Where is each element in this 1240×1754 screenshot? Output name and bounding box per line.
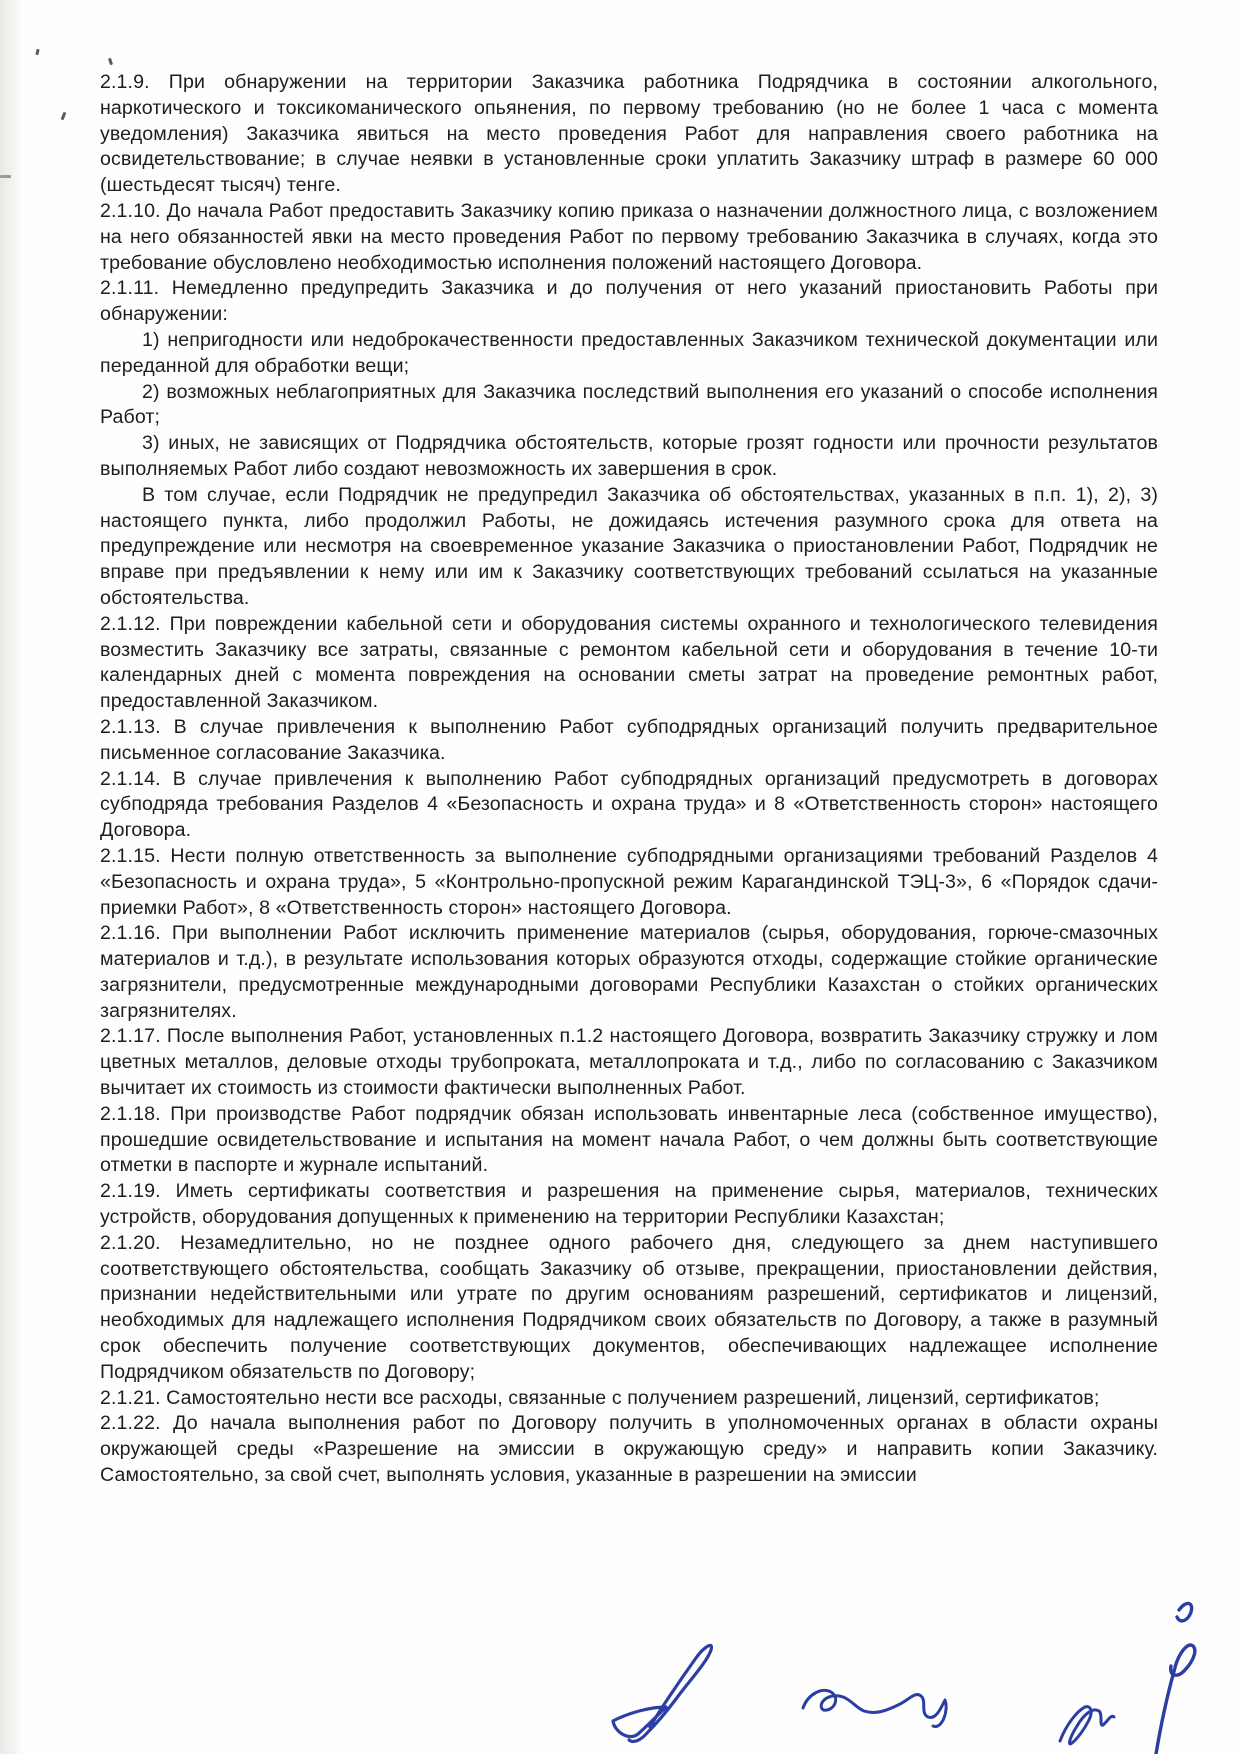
signature-middle xyxy=(803,1690,946,1726)
clause-2-1-11-note: В том случае, если Подрядчик не предупредил Заказчика об обстоятельствах, указанных в п.п. 1), 2), 3) настоящего пункта, либо продолжил Работы, не дожидаясь истечения разумного срока для ответа на предупреждение или несмотря на своевременное указание Заказчика о приостановлении Работ, Подрядчик не вправе при предъявлении к нему или им к Заказчику соответствующих требований ссылаться на указанные обстоятельства. xyxy=(100,483,1158,609)
clause-2-1-13: 2.1.13. В случае привлечения к выполнению Работ субподрядных организаций получить предварительное письменное согласование Заказчика. xyxy=(100,715,1158,764)
contract-text-block xyxy=(100,70,1158,1489)
scan-speck xyxy=(0,175,11,178)
clause-2-1-14: 2.1.14. В случае привлечения к выполнению Работ субподрядных организаций предусмотреть в договорах субподряда требования Разделов 4 «Безопасность и охрана труда» и 8 «Ответственность сторон» настоящего Договора. xyxy=(100,767,1158,842)
clause-2-1-12: 2.1.12. При повреждении кабельной сети и оборудования системы охранного и технологического телевидения возместить Заказчику все затраты, связанные с ремонтом кабельной сети и оборудования в течение 10-ти календарных дней с момента повреждения на основании сметы затрат на проведение ремонтных работ, предоставленной Заказчиком. xyxy=(100,612,1158,713)
clause-2-1-11-sub2: 2) возможных неблагоприятных для Заказчика последствий выполнения его указаний о способе исполнения Работ; xyxy=(100,380,1158,429)
clause-2-1-20: 2.1.20. Незамедлительно, но не позднее одного рабочего дня, следующего за днем наступившего соответствующего обстоятельства, сообщать Заказчику об отзыве, прекращении, приостановлении действия, признании недействительными или утрате по другим основаниям разрешений, сертификатов и лицензий, необходимых для надлежащего исполнения Подрядчиком своих обязательств по Договору, а также в разумный срок обеспечить получение соответствующих документов, обеспечивающих надлежащее исполнение Подрядчиком обязательств по Договору; xyxy=(100,1231,1158,1383)
signatures-layer xyxy=(500,1580,1240,1754)
signature-right-small xyxy=(1060,1707,1114,1744)
clause-2-1-22: 2.1.22. До начала выполнения работ по Договору получить в уполномоченных органах в области охраны окружающей среды «Разрешение на эмиссии в окружающую среду» и направить копии Заказчику. Самостоятельно, за свой счет, выполнять условия, указанные в разрешении на эмиссии xyxy=(100,1412,1158,1487)
clause-2-1-21: 2.1.21. Самостоятельно нести все расходы, связанные с получением разрешений, лицензий, сертификатов; xyxy=(100,1386,1100,1409)
clause-2-1-9: 2.1.9. При обнаружении на территории Заказчика работника Подрядчика в состоянии алкогольного, наркотического и токсикоманического опьянения, по первому требованию (но не более 1 часа с момента уведомления) Заказчика явиться на место проведения Работ для направления своего работника на освидетельствование; в случае неявки в установленные сроки уплатить Заказчику штраф в размере 60 000 (шестьдесят тысяч) тенге. xyxy=(100,71,1158,197)
clause-2-1-16: 2.1.16. При выполнении Работ исключить применение материалов (сырья, оборудования, горюче-смазочных материалов и т.д.), в результате использования которых образуются отходы, содержащие стойкие органические загрязнители, предусмотренные международными договорами Республики Казахстан о стойких органических загрязнителях. xyxy=(100,922,1158,1022)
clause-2-1-18: 2.1.18. При производстве Работ подрядчик обязан использовать инвентарные леса (собственное имущество), прошедшие освидетельствование и испытания на момент начала Работ, о чем должны быть соответствующие отметки в паспорте и журнале испытаний. xyxy=(100,1102,1158,1177)
clause-2-1-11: 2.1.11. Немедленно предупредить Заказчика и до получения от него указаний приостановить Работы при обнаружении: xyxy=(100,277,1158,326)
clause-2-1-11-sub1: 1) непригодности или недоброкачественности предоставленных Заказчиком технической документации или переданной для обработки вещи; xyxy=(100,328,1158,377)
scan-speck xyxy=(35,49,39,56)
clause-2-1-19: 2.1.19. Иметь сертификаты соответствия и разрешения на применение сырья, материалов, технических устройств, оборудования допущенных к применению на территории Республики Казахстан; xyxy=(100,1180,1158,1229)
signature-left xyxy=(613,1645,712,1741)
scan-speck xyxy=(108,58,113,66)
clause-2-1-11-sub3: 3) иных, не зависящих от Подрядчика обстоятельств, которые грозят годности или прочности результатов выполняемых Работ либо создают невозможность их завершения в срок. xyxy=(100,432,1158,480)
scan-speck xyxy=(61,112,67,121)
clause-2-1-10: 2.1.10. До начала Работ предоставить Заказчику копию приказа о назначении должностного лица, с возложением на него обязанностей явки на место проведения Работ по первому требованию Заказчика в случаях, когда это требование обусловлено необходимостью исполнения положений настоящего Договора. xyxy=(100,199,1158,274)
signature-right-flourish xyxy=(1156,1603,1195,1754)
scanner-edge-shadow xyxy=(0,0,24,1754)
clause-2-1-17: 2.1.17. После выполнения Работ, установленных п.1.2 настоящего Договора, возвратить Заказчику стружку и лом цветных металлов, деловые отходы трубопроката, металлопроката и т.д., либо по согласованию с Заказчиком вычитает их стоимость из стоимости фактически выполненных Работ. xyxy=(100,1025,1158,1100)
clause-2-1-15: 2.1.15. Нести полную ответственность за выполнение субподрядными организациями требований Разделов 4 «Безопасность и охрана труда», 5 «Контрольно-пропускной режим Карагандинской ТЭЦ-3», 6 «Порядок сдачи-приемки Работ», 8 «Ответственность сторон» настоящего Договора. xyxy=(100,844,1158,919)
